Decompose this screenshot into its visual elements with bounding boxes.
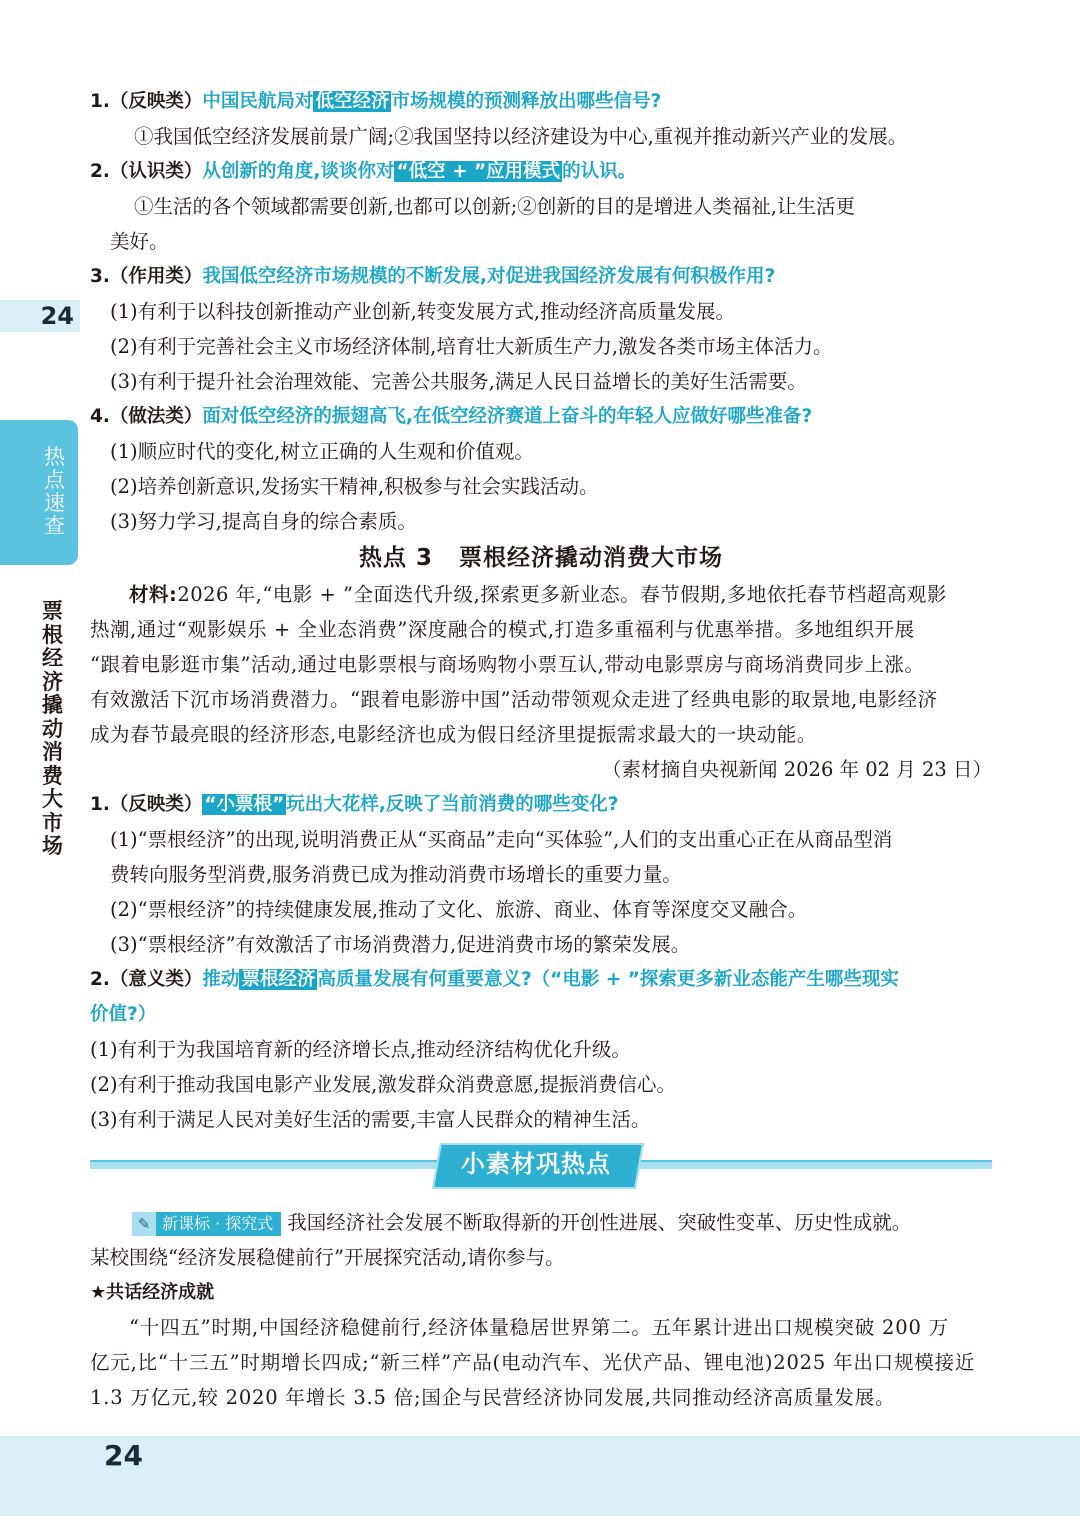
answer: (2)有利于推动我国电影产业发展,激发群众消费意愿,提振消费信心。 bbox=[90, 1073, 677, 1096]
side-tab-label: 热点速查 bbox=[44, 445, 65, 538]
banner-title: 小素材巩热点 bbox=[461, 1150, 611, 1178]
answer: (2)有利于完善社会主义市场经济体制,培育壮大新质生产力,激发各类市场主体活力。 bbox=[110, 335, 833, 358]
answer-cont: 美好。 bbox=[110, 230, 169, 253]
paragraph-line: 亿元,比“十三五”时期增长四成;“新三样”产品(电动汽车、光伏产品、锂电池)2025 年出口规模接近 bbox=[90, 1351, 976, 1374]
question-3: 3.（作用类）我国低空经济市场规模的不断发展,对促进我国经济发展有何积极作用? bbox=[90, 266, 776, 287]
page-content bbox=[90, 84, 992, 1415]
answer: (1)有利于以科技创新推动产业创新,转变发展方式,推动经济高质量发展。 bbox=[110, 300, 736, 323]
question-1: 1.（反映类）中国民航局对 低空经济 市场规模的预测释放出哪些信号? bbox=[90, 91, 662, 112]
answer: (3)努力学习,提高自身的综合素质。 bbox=[110, 510, 417, 533]
material-line: 有效激活下沉市场消费潜力。“跟着电影游中国”活动带领观众走进了经典电影的取景地,电影经济 bbox=[90, 688, 938, 711]
footer-band bbox=[0, 1436, 1080, 1516]
answer: (3)有利于满足人民对美好生活的需要,丰富人民群众的精神生活。 bbox=[90, 1108, 651, 1131]
answer: (2)培养创新意识,发扬实干精神,积极参与社会实践活动。 bbox=[110, 475, 599, 498]
hotspot-title: 热点 3 票根经济撬动消费大市场 bbox=[358, 545, 723, 571]
side-page-number-band bbox=[0, 300, 80, 332]
answer: (3)“票根经济”有效激活了市场消费潜力,促进消费市场的繁荣发展。 bbox=[110, 933, 691, 956]
intro-line: ✎ 新课标 · 探究式 我国经济社会发展不断取得新的开创性进展、突破性变革、历史性成就。 bbox=[90, 1205, 992, 1240]
highlight: 票根经济 bbox=[241, 969, 316, 990]
hotspot-question-2: 2.（意义类）推动 票根经济 高质量发展有何重要意义?（“电影 + ”探索更多新业态能产生哪些现实 bbox=[90, 969, 899, 990]
hotspot-question-1: 1.（反映类） “小票根” 玩出大花样,反映了当前消费的哪些变化? bbox=[90, 794, 619, 815]
material-line: 热潮,通过“观影娱乐 + 全业态消费”深度融合的模式,打造多重福利与优惠举措。多地组织开展 bbox=[90, 618, 915, 641]
paragraph-line: 1.3 万亿元,较 2020 年增长 3.5 倍;国企与民营经济协同发展,共同推动经济高质量发展。 bbox=[90, 1386, 896, 1409]
side-section-tab bbox=[0, 420, 78, 565]
answer: (3)有利于提升社会治理效能、完善公共服务,满足人民日益增长的美好生活需要。 bbox=[110, 370, 807, 393]
material-line: 材料:2026 年,“电影 + ”全面迭代升级,探索更多新业态。春节假期,多地依托春节档超高观影 bbox=[129, 583, 947, 606]
hotspot-question-2-cont: 价值?） bbox=[90, 1004, 157, 1025]
answer: (2)“票根经济”的持续健康发展,推动了文化、旅游、商业、体育等深度交叉融合。 bbox=[110, 898, 808, 921]
footer-page-number: 24 bbox=[104, 1439, 143, 1472]
highlight: “低空 + ”应用模式 bbox=[396, 161, 561, 182]
answer: (1)顺应时代的变化,树立正确的人生观和价值观。 bbox=[110, 440, 534, 463]
answer: (1)有利于为我国培育新的经济增长点,推动经济结构优化升级。 bbox=[90, 1038, 631, 1061]
material-source: （素材摘自央视新闻 2026 年 02 月 23 日） bbox=[602, 758, 992, 781]
highlight: “小票根” bbox=[204, 794, 285, 815]
edit-icon: ✎ bbox=[132, 1212, 156, 1236]
material-line: 成为春节最亮眼的经济形态,电影经济也成为假日经济里提振需求最大的一块动能。 bbox=[90, 723, 817, 746]
section-banner bbox=[90, 1141, 992, 1199]
answer-cont: 费转向服务型消费,服务消费已成为推动消费市场增长的重要力量。 bbox=[110, 863, 682, 886]
paragraph-line: “十四五”时期,中国经济稳健前行,经济体量稳居世界第二。五年累计进出口规模突破 200 万 bbox=[129, 1316, 949, 1339]
side-page-number: 24 bbox=[40, 302, 74, 330]
material-line: “跟着电影逛市集”活动,通过电影票根与商场购物小票互认,带动电影票房与商场消费同步上涨。 bbox=[90, 653, 925, 676]
answer: ①生活的各个领域都需要创新,也都可以创新;②创新的目的是增进人类福祉,让生活更 bbox=[134, 195, 855, 218]
question-4: 4.（做法类）面对低空经济的振翅高飞,在低空经济赛道上奋斗的年轻人应做好哪些准备? bbox=[90, 406, 813, 427]
side-vertical-title: 票根经济撬动消费大市场 bbox=[42, 599, 63, 858]
question-2: 2.（认识类）从创新的角度,谈谈你对 “低空 + ”应用模式 的认识。 bbox=[90, 161, 637, 182]
answer: ①我国低空经济发展前景广阔;②我国坚持以经济建设为中心,重视并推动新兴产业的发展。 bbox=[134, 125, 908, 148]
curriculum-tag: ✎ 新课标 · 探究式 bbox=[132, 1212, 281, 1236]
answer: (1)“票根经济”的出现,说明消费正从“买商品”走向“买体验”,人们的支出重心正在从商品型消 bbox=[110, 828, 893, 851]
highlight: 低空经济 bbox=[315, 91, 390, 112]
subsection-heading: ★共话经济成就 bbox=[90, 1282, 215, 1303]
intro-line: 某校围绕“经济发展稳健前行”开展探究活动,请你参与。 bbox=[90, 1246, 565, 1269]
